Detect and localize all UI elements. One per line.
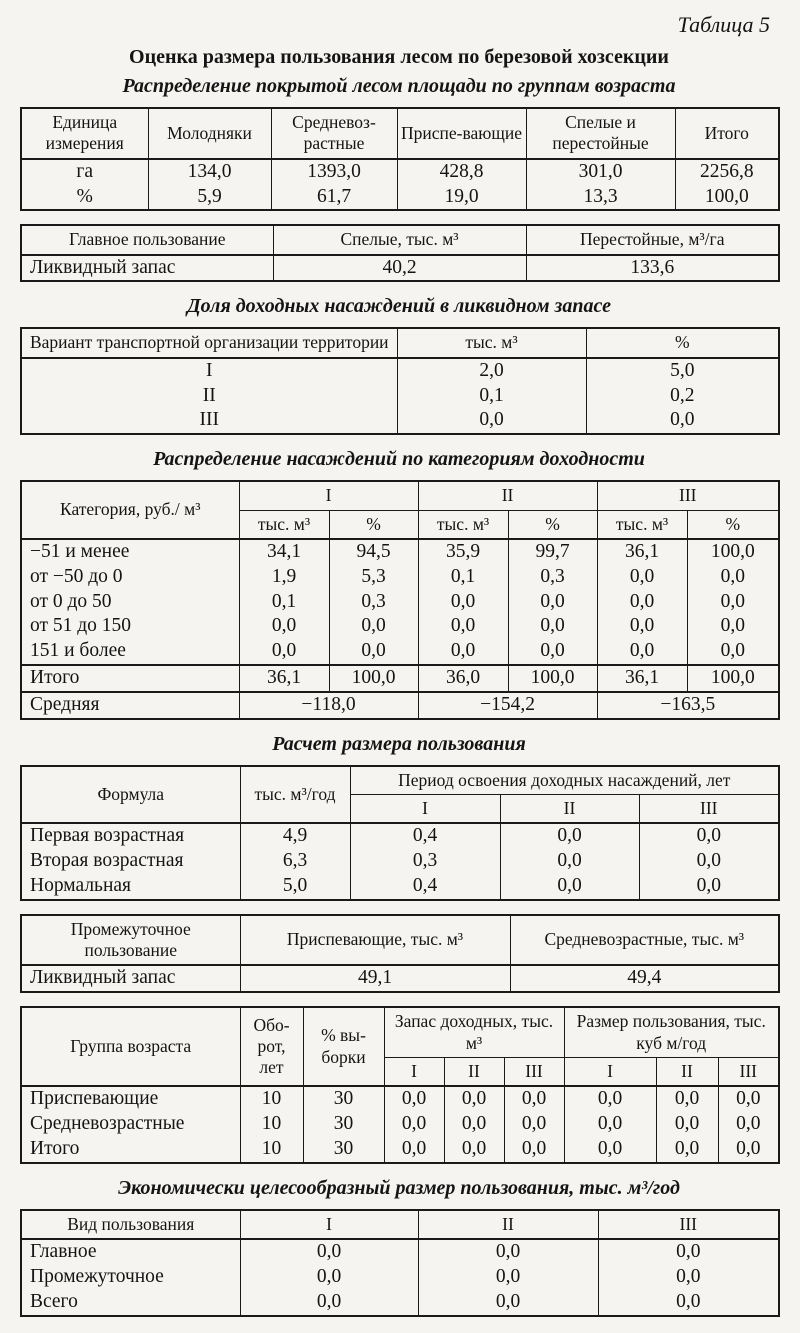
column-header: % xyxy=(586,328,779,357)
table-cell: 0,0 xyxy=(444,1137,504,1163)
header-row xyxy=(21,915,779,966)
column-header: % xyxy=(329,510,418,539)
column-header: II xyxy=(444,1057,504,1086)
table-cell: 0,0 xyxy=(418,1290,598,1316)
table-cell: 0,0 xyxy=(687,639,779,665)
table-row xyxy=(21,614,779,639)
table-cell: 100,0 xyxy=(675,185,779,211)
table-cell: 100,0 xyxy=(329,665,418,692)
column-header: Промежуточное пользование xyxy=(21,915,240,966)
column-header: % xyxy=(687,510,779,539)
table-row xyxy=(21,1239,779,1265)
table-cell: 0,0 xyxy=(508,614,597,639)
table-cell: 0,0 xyxy=(597,614,687,639)
table-cell: 0,0 xyxy=(500,849,639,874)
table-cell: от −50 до 0 xyxy=(21,565,239,590)
column-header: Группа возраста xyxy=(21,1007,240,1086)
table-cell: 36,0 xyxy=(418,665,508,692)
table-cell: от 51 до 150 xyxy=(21,614,239,639)
table-cell: 0,0 xyxy=(639,849,779,874)
main-use-table xyxy=(20,224,780,282)
table-cell: 0,4 xyxy=(350,823,500,849)
table-cell: 0,0 xyxy=(597,639,687,665)
table-row xyxy=(21,159,779,185)
table-cell: 0,0 xyxy=(384,1112,444,1137)
table-cell: 0,0 xyxy=(718,1112,779,1137)
column-header: Молодняки xyxy=(148,108,271,159)
column-header: % xyxy=(508,510,597,539)
table-cell: 0,0 xyxy=(418,590,508,615)
table-row xyxy=(21,408,779,434)
table-row xyxy=(21,185,779,211)
column-header: I xyxy=(384,1057,444,1086)
table-cell: 0,0 xyxy=(329,614,418,639)
table-row xyxy=(21,1137,779,1163)
page-title: Оценка размера пользования лесом по березовой хозсекции xyxy=(129,46,669,68)
table-cell: 0,0 xyxy=(418,639,508,665)
column-group-header: II xyxy=(418,481,597,510)
column-header: Единица измерения xyxy=(21,108,148,159)
column-header: I xyxy=(240,1210,418,1239)
column-header: Средневоз-растные xyxy=(271,108,397,159)
table-cell: 100,0 xyxy=(687,665,779,692)
table-cell: 0,0 xyxy=(384,1137,444,1163)
table-cell: 0,0 xyxy=(718,1086,779,1112)
table-cell: II xyxy=(21,384,397,409)
table-cell: 0,0 xyxy=(718,1137,779,1163)
table-cell: Итого xyxy=(21,1137,240,1163)
column-header: тыс. м³ xyxy=(397,328,586,357)
table-cell: 36,1 xyxy=(597,539,687,565)
table-cell: Итого xyxy=(21,665,239,692)
column-header: Главное пользование xyxy=(21,225,273,254)
table-cell: 0,0 xyxy=(508,639,597,665)
table-cell: 0,0 xyxy=(418,1265,598,1290)
table-cell: 40,2 xyxy=(273,255,526,282)
table-cell: 0,0 xyxy=(500,823,639,849)
table-cell: 0,0 xyxy=(597,590,687,615)
table-cell: 5,0 xyxy=(240,874,350,900)
table-cell: 2,0 xyxy=(397,358,586,384)
table-cell: 34,1 xyxy=(239,539,329,565)
table-cell: 133,6 xyxy=(526,255,779,282)
table-cell: 0,0 xyxy=(444,1112,504,1137)
table-cell: % xyxy=(21,185,148,211)
table-cell: 0,3 xyxy=(508,565,597,590)
table-cell: 0,0 xyxy=(687,565,779,590)
table-cell: 0,0 xyxy=(687,614,779,639)
table-cell: 0,0 xyxy=(418,1239,598,1265)
column-group-header: III xyxy=(597,481,779,510)
table-row xyxy=(21,358,779,384)
table-row xyxy=(21,823,779,849)
table-cell: −118,0 xyxy=(239,692,418,719)
table-cell: 0,0 xyxy=(329,639,418,665)
column-header: I xyxy=(350,794,500,823)
column-header: Формула xyxy=(21,766,240,824)
age-area-table xyxy=(20,107,780,211)
table-cell: 0,1 xyxy=(239,590,329,615)
total-row xyxy=(21,665,779,692)
column-header: Обо-рот, лет xyxy=(240,1007,303,1086)
table-cell: 0,0 xyxy=(656,1137,718,1163)
column-header: II xyxy=(500,794,639,823)
table-cell: 6,3 xyxy=(240,849,350,874)
table-cell: 19,0 xyxy=(397,185,526,211)
transport-variant-table xyxy=(20,327,780,435)
column-header: Вариант транспортной организации территории xyxy=(21,328,397,357)
table-cell: Ликвидный запас xyxy=(21,965,240,992)
table-cell: 5,3 xyxy=(329,565,418,590)
table-cell: 0,0 xyxy=(687,590,779,615)
table-cell: 134,0 xyxy=(148,159,271,185)
column-header: I xyxy=(564,1057,656,1086)
column-header: III xyxy=(598,1210,779,1239)
column-header: II xyxy=(418,1210,598,1239)
table-cell: 0,3 xyxy=(329,590,418,615)
table-cell: Ликвидный запас xyxy=(21,255,273,282)
table-cell: 1393,0 xyxy=(271,159,397,185)
table-cell: 0,0 xyxy=(240,1265,418,1290)
table-number-label: Таблица 5 xyxy=(677,12,770,37)
age-group-use-table xyxy=(20,1006,780,1163)
table-cell: 0,1 xyxy=(397,384,586,409)
column-header: Спелые и перестойные xyxy=(526,108,675,159)
table-cell: 0,0 xyxy=(639,823,779,849)
table-cell: Нормальная xyxy=(21,874,240,900)
table-cell: 10 xyxy=(240,1112,303,1137)
table-cell: 0,0 xyxy=(504,1137,564,1163)
table-cell: 0,0 xyxy=(240,1239,418,1265)
table-cell: 30 xyxy=(303,1137,384,1163)
table-cell: Главное xyxy=(21,1239,240,1265)
table-cell: 0,0 xyxy=(564,1112,656,1137)
column-header: Приспевающие, тыс. м³ xyxy=(240,915,510,966)
table-row xyxy=(21,1290,779,1316)
header-row xyxy=(21,328,779,357)
table-cell: 61,7 xyxy=(271,185,397,211)
table-row xyxy=(21,849,779,874)
table-cell: 49,4 xyxy=(510,965,779,992)
table-cell: 5,0 xyxy=(586,358,779,384)
column-header: III xyxy=(718,1057,779,1086)
column-group-header: Размер пользования, тыс. куб м/год xyxy=(564,1007,779,1057)
income-categories-table xyxy=(20,480,780,719)
table-cell: 0,0 xyxy=(598,1239,779,1265)
column-header: III xyxy=(504,1057,564,1086)
table-cell: 35,9 xyxy=(418,539,508,565)
table-cell: 10 xyxy=(240,1086,303,1112)
table-row xyxy=(21,965,779,992)
table-cell: 2256,8 xyxy=(675,159,779,185)
column-header: Средневозрастные, тыс. м³ xyxy=(510,915,779,966)
table-cell: 0,0 xyxy=(504,1112,564,1137)
table-cell: 36,1 xyxy=(597,665,687,692)
section-heading-liquid-share: Доля доходных насаждений в ликвидном запасе xyxy=(187,295,611,318)
table-cell: 0,0 xyxy=(397,408,586,434)
column-header: Вид пользования xyxy=(21,1210,240,1239)
table-cell: 0,0 xyxy=(598,1290,779,1316)
table-cell: 99,7 xyxy=(508,539,597,565)
table-row xyxy=(21,639,779,665)
column-group-header: I xyxy=(239,481,418,510)
table-cell: Средневозрастные xyxy=(21,1112,240,1137)
section-heading-age-area: Распределение покрытой лесом площади по группам возраста xyxy=(122,75,676,97)
column-header: III xyxy=(639,794,779,823)
table-cell: 0,0 xyxy=(586,408,779,434)
table-cell: −51 и менее xyxy=(21,539,239,565)
table-row xyxy=(21,590,779,615)
column-header: Приспе-вающие xyxy=(397,108,526,159)
header-row xyxy=(21,1210,779,1239)
column-header: тыс. м³ xyxy=(597,510,687,539)
table-cell: Средняя xyxy=(21,692,239,719)
table-row xyxy=(21,539,779,565)
table-cell: 94,5 xyxy=(329,539,418,565)
header-row xyxy=(21,766,779,795)
table-cell: 1,9 xyxy=(239,565,329,590)
table-row xyxy=(21,1265,779,1290)
header-row xyxy=(21,481,779,510)
table-cell: 0,2 xyxy=(586,384,779,409)
header-row xyxy=(21,108,779,159)
column-header: тыс. м³ xyxy=(418,510,508,539)
column-header: Спелые, тыс. м³ xyxy=(273,225,526,254)
table-cell: 0,0 xyxy=(418,614,508,639)
table-row xyxy=(21,565,779,590)
table-cell: I xyxy=(21,358,397,384)
table-cell: 301,0 xyxy=(526,159,675,185)
economic-use-table xyxy=(20,1209,780,1317)
table-cell: 0,0 xyxy=(384,1086,444,1112)
column-header: тыс. м³/год xyxy=(240,766,350,824)
table-cell: 0,0 xyxy=(564,1086,656,1112)
table-cell: 0,0 xyxy=(504,1086,564,1112)
table-cell: 0,1 xyxy=(418,565,508,590)
table-cell: 100,0 xyxy=(687,539,779,565)
table-cell: 0,0 xyxy=(239,639,329,665)
table-row xyxy=(21,1086,779,1112)
table-cell: 30 xyxy=(303,1086,384,1112)
table-cell: 0,0 xyxy=(597,565,687,590)
table-cell: 0,0 xyxy=(508,590,597,615)
table-cell: 0,3 xyxy=(350,849,500,874)
header-row xyxy=(21,225,779,254)
table-cell: 151 и более xyxy=(21,639,239,665)
use-calc-table xyxy=(20,765,780,901)
column-header: II xyxy=(656,1057,718,1086)
column-header: % вы-борки xyxy=(303,1007,384,1086)
column-header: тыс. м³ xyxy=(239,510,329,539)
table-cell: 5,9 xyxy=(148,185,271,211)
column-header: Перестойные, м³/га xyxy=(526,225,779,254)
table-cell: 100,0 xyxy=(508,665,597,692)
table-cell: Вторая возрастная xyxy=(21,849,240,874)
table-cell: Первая возрастная xyxy=(21,823,240,849)
column-header: Итого xyxy=(675,108,779,159)
table-cell: −154,2 xyxy=(418,692,597,719)
table-cell: 0,0 xyxy=(639,874,779,900)
table-cell: III xyxy=(21,408,397,434)
table-row xyxy=(21,255,779,282)
table-cell: 4,9 xyxy=(240,823,350,849)
table-cell: 0,0 xyxy=(239,614,329,639)
column-group-header: Запас доходных, тыс. м³ xyxy=(384,1007,564,1057)
table-row xyxy=(21,384,779,409)
column-header: Категория, руб./ м³ xyxy=(21,481,239,539)
table-cell: 0,4 xyxy=(350,874,500,900)
average-row xyxy=(21,692,779,719)
section-heading-economic-use: Экономически целесообразный размер пользования, тыс. м³/год xyxy=(118,1176,680,1199)
table-cell: 10 xyxy=(240,1137,303,1163)
section-heading-use-calc: Расчет размера пользования xyxy=(272,732,526,755)
table-cell: 428,8 xyxy=(397,159,526,185)
table-cell: 0,0 xyxy=(598,1265,779,1290)
table-cell: 0,0 xyxy=(444,1086,504,1112)
table-cell: 30 xyxy=(303,1112,384,1137)
table-cell: Промежуточное xyxy=(21,1265,240,1290)
table-cell: 36,1 xyxy=(239,665,329,692)
table-cell: 0,0 xyxy=(240,1290,418,1316)
table-row xyxy=(21,874,779,900)
header-row xyxy=(21,1007,779,1057)
table-cell: −163,5 xyxy=(597,692,779,719)
table-cell: 0,0 xyxy=(500,874,639,900)
table-cell: 0,0 xyxy=(656,1112,718,1137)
table-row xyxy=(21,1112,779,1137)
column-group-header: Период освоения доходных насаждений, лет xyxy=(350,766,779,795)
table-cell: 49,1 xyxy=(240,965,510,992)
table-cell: 0,0 xyxy=(564,1137,656,1163)
table-cell: от 0 до 50 xyxy=(21,590,239,615)
table-cell: Приспевающие xyxy=(21,1086,240,1112)
section-heading-income-categories: Распределение насаждений по категориям доходности xyxy=(153,448,645,471)
table-cell: га xyxy=(21,159,148,185)
table-cell: 0,0 xyxy=(656,1086,718,1112)
intermediate-use-table xyxy=(20,914,780,994)
table-cell: Всего xyxy=(21,1290,240,1316)
table-cell: 13,3 xyxy=(526,185,675,211)
